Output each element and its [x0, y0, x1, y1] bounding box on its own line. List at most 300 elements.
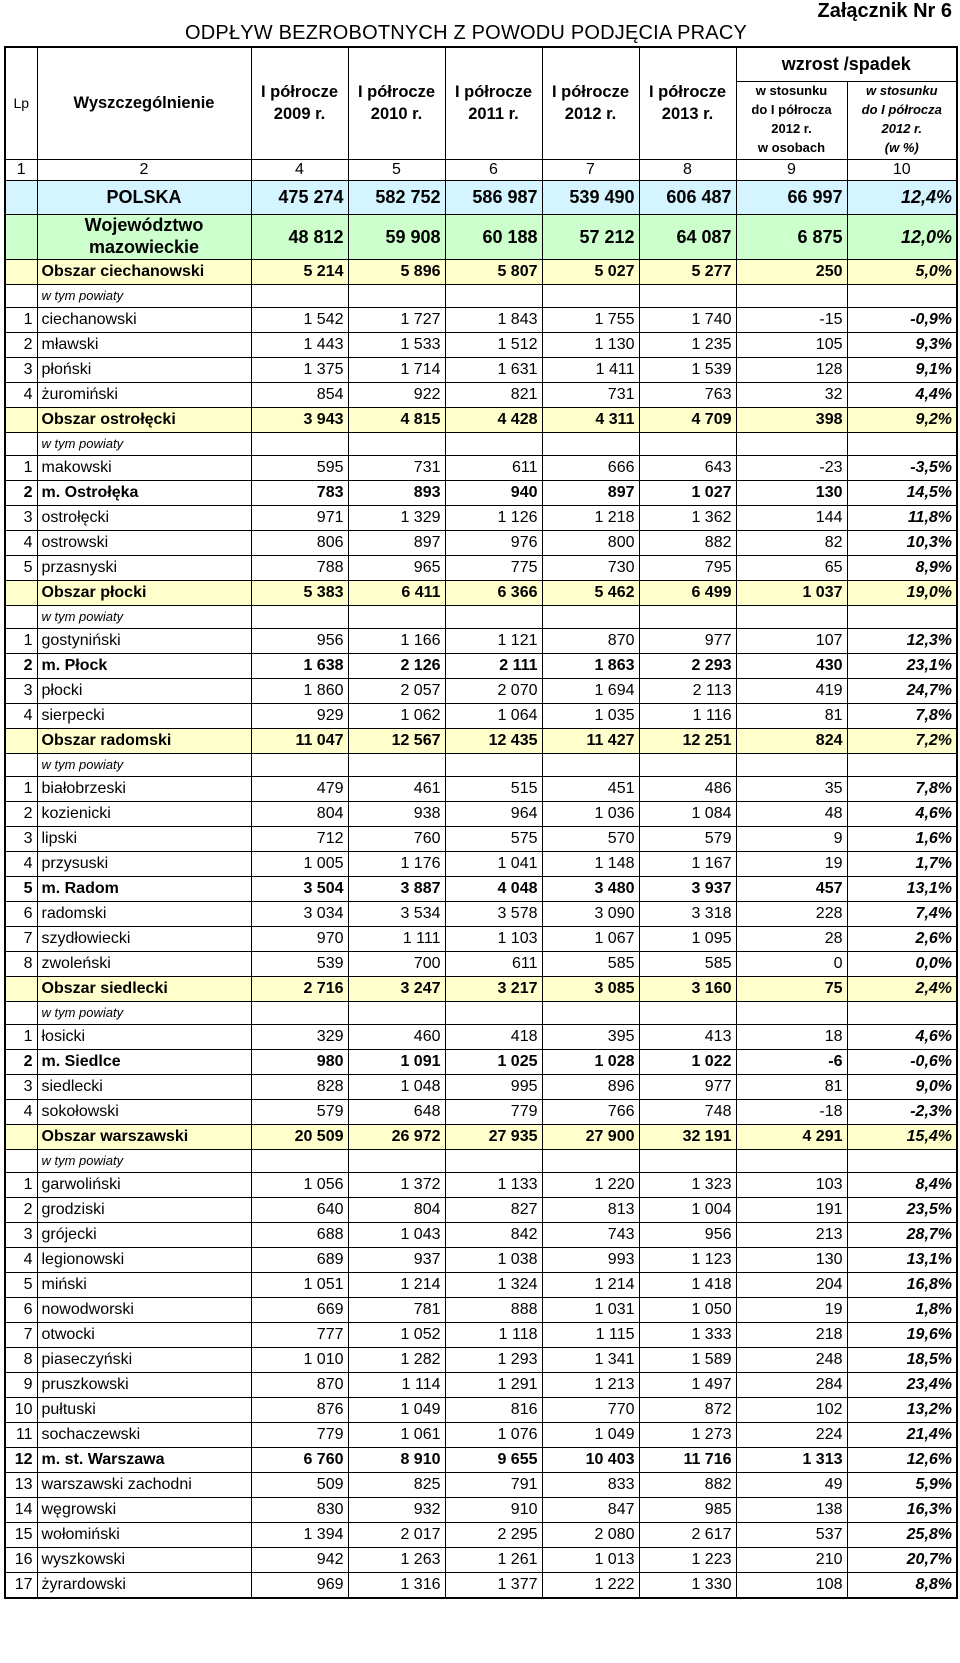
- row-value: 777: [251, 1322, 348, 1347]
- row-value: 575: [445, 826, 542, 851]
- row-value: 1 064: [445, 703, 542, 728]
- row-change-pct: 12,0%: [847, 214, 957, 259]
- row-value: [348, 1149, 445, 1172]
- table-row: [5, 455, 957, 480]
- row-value: 1 050: [639, 1297, 736, 1322]
- row-name: piaseczyński: [37, 1347, 251, 1372]
- row-value: 833: [542, 1472, 639, 1497]
- row-value: [251, 1001, 348, 1024]
- row-name: radomski: [37, 901, 251, 926]
- row-value: 775: [445, 555, 542, 580]
- row-lp: 4: [5, 530, 37, 555]
- row-change-abs: 138: [736, 1497, 847, 1522]
- row-lp: 14: [5, 1497, 37, 1522]
- row-name: płoński: [37, 357, 251, 382]
- row-value: 2 126: [348, 653, 445, 678]
- header-period-2010: I półrocze 2010 r.: [348, 47, 445, 159]
- row-value: 1 176: [348, 851, 445, 876]
- subheader-row: [5, 753, 957, 776]
- row-value: [639, 753, 736, 776]
- row-change-abs: 102: [736, 1397, 847, 1422]
- row-change-pct: [847, 1001, 957, 1024]
- table-row: [5, 1422, 957, 1447]
- row-value: 1 714: [348, 357, 445, 382]
- table-row: [5, 307, 957, 332]
- row-change-abs: 19: [736, 1297, 847, 1322]
- row-name: m. Płock: [37, 653, 251, 678]
- row-change-abs: 32: [736, 382, 847, 407]
- column-number: 4: [251, 159, 348, 180]
- row-lp: 1: [5, 1024, 37, 1049]
- row-value: 1 220: [542, 1172, 639, 1197]
- row-name: szydłowiecki: [37, 926, 251, 951]
- row-change-pct: 7,8%: [847, 776, 957, 801]
- row-value: 1 049: [542, 1422, 639, 1447]
- row-change-pct: 9,2%: [847, 407, 957, 432]
- table-row: [5, 1522, 957, 1547]
- row-name: Obszar ostrołęcki: [37, 407, 251, 432]
- row-lp: [5, 284, 37, 307]
- row-value: 1 214: [348, 1272, 445, 1297]
- row-value: 1 372: [348, 1172, 445, 1197]
- column-number: 9: [736, 159, 847, 180]
- row-value: 1 118: [445, 1322, 542, 1347]
- table-row: [5, 357, 957, 382]
- row-value: 1 103: [445, 926, 542, 951]
- row-name: pułtuski: [37, 1397, 251, 1422]
- row-change-pct: 19,6%: [847, 1322, 957, 1347]
- row-change-pct: 13,1%: [847, 1247, 957, 1272]
- row-lp: [5, 214, 37, 259]
- row-value: 515: [445, 776, 542, 801]
- row-change-abs: 204: [736, 1272, 847, 1297]
- row-value: 971: [251, 505, 348, 530]
- row-value: 1 638: [251, 653, 348, 678]
- table-row: [5, 653, 957, 678]
- column-number: 1: [5, 159, 37, 180]
- column-number: 2: [37, 159, 251, 180]
- row-name: gostyniński: [37, 628, 251, 653]
- row-value: 842: [445, 1222, 542, 1247]
- row-value: 1 130: [542, 332, 639, 357]
- row-change-pct: 1,7%: [847, 851, 957, 876]
- row-value: 1 261: [445, 1547, 542, 1572]
- row-value: 2 293: [639, 653, 736, 678]
- row-value: 1 341: [542, 1347, 639, 1372]
- row-change-pct: 21,4%: [847, 1422, 957, 1447]
- row-value: 1 323: [639, 1172, 736, 1197]
- table-row: [5, 530, 957, 555]
- row-value: 806: [251, 530, 348, 555]
- row-change-abs: 537: [736, 1522, 847, 1547]
- row-value: [348, 753, 445, 776]
- row-value: 1 067: [542, 926, 639, 951]
- row-change-pct: 8,9%: [847, 555, 957, 580]
- row-value: 731: [542, 382, 639, 407]
- table-row: [5, 1547, 957, 1572]
- row-name: mławski: [37, 332, 251, 357]
- row-value: 985: [639, 1497, 736, 1522]
- row-lp: [5, 259, 37, 284]
- row-value: 3 943: [251, 407, 348, 432]
- row-change-pct: 8,4%: [847, 1172, 957, 1197]
- row-value: 585: [639, 951, 736, 976]
- table-row: [5, 332, 957, 357]
- row-lp: [5, 728, 37, 753]
- row-change-abs: 35: [736, 776, 847, 801]
- row-value: 888: [445, 1297, 542, 1322]
- table-row: [5, 951, 957, 976]
- row-value: 1 394: [251, 1522, 348, 1547]
- row-value: 977: [639, 628, 736, 653]
- row-value: 1 860: [251, 678, 348, 703]
- row-change-pct: 7,8%: [847, 703, 957, 728]
- row-value: 2 716: [251, 976, 348, 1001]
- row-value: 643: [639, 455, 736, 480]
- row-value: 479: [251, 776, 348, 801]
- row-change-pct: 4,6%: [847, 1024, 957, 1049]
- row-change-pct: 2,4%: [847, 976, 957, 1001]
- row-change-abs: [736, 605, 847, 628]
- row-value: 579: [251, 1099, 348, 1124]
- row-value: 666: [542, 455, 639, 480]
- row-value: 712: [251, 826, 348, 851]
- table-row: [5, 407, 957, 432]
- row-value: 897: [542, 480, 639, 505]
- row-value: 854: [251, 382, 348, 407]
- row-value: 60 188: [445, 214, 542, 259]
- row-value: 2 017: [348, 1522, 445, 1547]
- table-row: [5, 480, 957, 505]
- table-row: [5, 1297, 957, 1322]
- table-row: [5, 180, 957, 214]
- row-change-abs: 48: [736, 801, 847, 826]
- column-number: 10: [847, 159, 957, 180]
- row-value: 922: [348, 382, 445, 407]
- row-value: 12 435: [445, 728, 542, 753]
- column-number: 7: [542, 159, 639, 180]
- row-name: łosicki: [37, 1024, 251, 1049]
- row-value: 57 212: [542, 214, 639, 259]
- row-value: 460: [348, 1024, 445, 1049]
- row-value: 595: [251, 455, 348, 480]
- row-value: [348, 605, 445, 628]
- row-value: [542, 1149, 639, 1172]
- row-value: 816: [445, 1397, 542, 1422]
- row-name: w tym powiaty: [37, 284, 251, 307]
- row-change-pct: 25,8%: [847, 1522, 957, 1547]
- row-value: 59 908: [348, 214, 445, 259]
- row-value: 1 025: [445, 1049, 542, 1074]
- row-change-pct: -2,3%: [847, 1099, 957, 1124]
- row-change-pct: 4,6%: [847, 801, 957, 826]
- row-lp: 9: [5, 1372, 37, 1397]
- row-value: 1 443: [251, 332, 348, 357]
- row-lp: 4: [5, 382, 37, 407]
- row-change-abs: 19: [736, 851, 847, 876]
- row-name: w tym powiaty: [37, 753, 251, 776]
- row-change-abs: -15: [736, 307, 847, 332]
- table-row: [5, 776, 957, 801]
- row-lp: 2: [5, 653, 37, 678]
- row-change-pct: 23,4%: [847, 1372, 957, 1397]
- row-value: 1 027: [639, 480, 736, 505]
- row-value: 611: [445, 951, 542, 976]
- row-value: 5 277: [639, 259, 736, 284]
- row-change-abs: -6: [736, 1049, 847, 1074]
- row-value: 1 214: [542, 1272, 639, 1297]
- row-value: 870: [542, 628, 639, 653]
- row-change-pct: 7,4%: [847, 901, 957, 926]
- row-value: [639, 605, 736, 628]
- subheader-row: [5, 605, 957, 628]
- row-change-abs: 6 875: [736, 214, 847, 259]
- row-name: sokołowski: [37, 1099, 251, 1124]
- row-lp: 2: [5, 1049, 37, 1074]
- row-value: 3 887: [348, 876, 445, 901]
- row-value: 3 160: [639, 976, 736, 1001]
- row-value: 766: [542, 1099, 639, 1124]
- row-value: 929: [251, 703, 348, 728]
- row-name: warszawski zachodni: [37, 1472, 251, 1497]
- row-value: 5 462: [542, 580, 639, 605]
- row-lp: [5, 1001, 37, 1024]
- row-value: 1 049: [348, 1397, 445, 1422]
- subheader-row: [5, 284, 957, 307]
- row-value: 2 617: [639, 1522, 736, 1547]
- row-value: 6 760: [251, 1447, 348, 1472]
- row-lp: 7: [5, 1322, 37, 1347]
- table-row: [5, 1074, 957, 1099]
- subheader-row: [5, 432, 957, 455]
- row-value: 938: [348, 801, 445, 826]
- row-value: 3 217: [445, 976, 542, 1001]
- row-value: 1 377: [445, 1572, 542, 1598]
- row-value: [542, 284, 639, 307]
- row-value: 783: [251, 480, 348, 505]
- row-value: 451: [542, 776, 639, 801]
- row-value: 1 013: [542, 1547, 639, 1572]
- row-name: m. Siedlce: [37, 1049, 251, 1074]
- row-value: 748: [639, 1099, 736, 1124]
- row-lp: 4: [5, 1099, 37, 1124]
- row-value: 980: [251, 1049, 348, 1074]
- row-change-pct: 5,9%: [847, 1472, 957, 1497]
- row-name: m. Ostrołęka: [37, 480, 251, 505]
- row-value: 418: [445, 1024, 542, 1049]
- row-value: 611: [445, 455, 542, 480]
- row-change-pct: 13,1%: [847, 876, 957, 901]
- row-value: 977: [639, 1074, 736, 1099]
- row-name: garwoliński: [37, 1172, 251, 1197]
- row-change-abs: 28: [736, 926, 847, 951]
- row-lp: 2: [5, 480, 37, 505]
- row-value: 395: [542, 1024, 639, 1049]
- row-value: 1 740: [639, 307, 736, 332]
- row-name: makowski: [37, 455, 251, 480]
- row-lp: [5, 407, 37, 432]
- row-name: POLSKA: [37, 180, 251, 214]
- row-lp: [5, 753, 37, 776]
- row-value: 847: [542, 1497, 639, 1522]
- row-value: 969: [251, 1572, 348, 1598]
- row-value: 1 235: [639, 332, 736, 357]
- row-value: 1 631: [445, 357, 542, 382]
- row-name: wołomiński: [37, 1522, 251, 1547]
- row-change-abs: 250: [736, 259, 847, 284]
- row-change-pct: 1,6%: [847, 826, 957, 851]
- row-value: 586 987: [445, 180, 542, 214]
- row-lp: 2: [5, 332, 37, 357]
- row-lp: 7: [5, 926, 37, 951]
- row-name: otwocki: [37, 1322, 251, 1347]
- row-value: 731: [348, 455, 445, 480]
- row-name: przysuski: [37, 851, 251, 876]
- row-value: 4 311: [542, 407, 639, 432]
- row-value: 5 807: [445, 259, 542, 284]
- row-change-pct: 12,6%: [847, 1447, 957, 1472]
- row-value: 4 428: [445, 407, 542, 432]
- row-value: 3 090: [542, 901, 639, 926]
- row-lp: 3: [5, 357, 37, 382]
- row-value: 770: [542, 1397, 639, 1422]
- row-value: 509: [251, 1472, 348, 1497]
- row-value: 882: [639, 1472, 736, 1497]
- row-value: 1 031: [542, 1297, 639, 1322]
- subheader-row: [5, 1149, 957, 1172]
- row-value: 2 113: [639, 678, 736, 703]
- row-value: 3 534: [348, 901, 445, 926]
- row-lp: 1: [5, 455, 37, 480]
- table-row: [5, 1347, 957, 1372]
- row-value: 1 222: [542, 1572, 639, 1598]
- row-lp: 4: [5, 851, 37, 876]
- header-growth-absolute: w stosunku do I półrocza 2012 r. w osobach: [736, 81, 847, 159]
- row-value: 779: [251, 1422, 348, 1447]
- row-value: 3 085: [542, 976, 639, 1001]
- row-value: 3 480: [542, 876, 639, 901]
- row-value: 1 316: [348, 1572, 445, 1598]
- row-value: [639, 1149, 736, 1172]
- table-row: [5, 1472, 957, 1497]
- row-name: Obszar ciechanowski: [37, 259, 251, 284]
- row-value: [639, 1001, 736, 1024]
- row-change-pct: 1,8%: [847, 1297, 957, 1322]
- header-period-2009: I półrocze 2009 r.: [251, 47, 348, 159]
- table-row: [5, 876, 957, 901]
- row-value: 2 080: [542, 1522, 639, 1547]
- row-name: Obszar siedlecki: [37, 976, 251, 1001]
- row-value: 3 034: [251, 901, 348, 926]
- row-change-abs: 218: [736, 1322, 847, 1347]
- row-name: sochaczewski: [37, 1422, 251, 1447]
- row-change-abs: 419: [736, 678, 847, 703]
- row-change-abs: 1 313: [736, 1447, 847, 1472]
- row-change-abs: 4 291: [736, 1124, 847, 1149]
- row-lp: [5, 976, 37, 1001]
- row-value: [251, 753, 348, 776]
- row-value: 1 043: [348, 1222, 445, 1247]
- row-value: 1 062: [348, 703, 445, 728]
- row-value: 1 123: [639, 1247, 736, 1272]
- row-value: [445, 284, 542, 307]
- table-row: [5, 1024, 957, 1049]
- row-value: 1 418: [639, 1272, 736, 1297]
- row-lp: [5, 580, 37, 605]
- row-value: 1 411: [542, 357, 639, 382]
- row-value: 779: [445, 1099, 542, 1124]
- table-row: [5, 1197, 957, 1222]
- row-value: 791: [445, 1472, 542, 1497]
- row-value: 3 578: [445, 901, 542, 926]
- row-value: [348, 1001, 445, 1024]
- table-row: [5, 1322, 957, 1347]
- row-value: 6 411: [348, 580, 445, 605]
- row-value: 64 087: [639, 214, 736, 259]
- row-value: 9 655: [445, 1447, 542, 1472]
- row-change-pct: [847, 605, 957, 628]
- row-change-pct: 14,5%: [847, 480, 957, 505]
- table-row: [5, 259, 957, 284]
- row-value: [445, 1001, 542, 1024]
- table-row: [5, 801, 957, 826]
- table-row: [5, 678, 957, 703]
- row-value: 763: [639, 382, 736, 407]
- table-row: [5, 580, 957, 605]
- row-value: 11 047: [251, 728, 348, 753]
- row-change-abs: 103: [736, 1172, 847, 1197]
- row-value: 1 755: [542, 307, 639, 332]
- row-value: [251, 432, 348, 455]
- row-lp: [5, 1124, 37, 1149]
- row-value: 1 048: [348, 1074, 445, 1099]
- row-name: ostrowski: [37, 530, 251, 555]
- row-value: 1 121: [445, 628, 542, 653]
- row-lp: 3: [5, 678, 37, 703]
- row-value: 3 247: [348, 976, 445, 1001]
- row-name: ostrołęcki: [37, 505, 251, 530]
- row-value: 20 509: [251, 1124, 348, 1149]
- row-value: [542, 753, 639, 776]
- row-value: [542, 605, 639, 628]
- row-change-pct: 12,4%: [847, 180, 957, 214]
- row-change-pct: 13,2%: [847, 1397, 957, 1422]
- row-value: 1 533: [348, 332, 445, 357]
- row-value: 896: [542, 1074, 639, 1099]
- row-value: 1 218: [542, 505, 639, 530]
- row-value: 11 716: [639, 1447, 736, 1472]
- row-lp: 3: [5, 505, 37, 530]
- header-name: Wyszczególnienie: [37, 47, 251, 159]
- row-value: 6 499: [639, 580, 736, 605]
- row-change-pct: [847, 284, 957, 307]
- row-change-pct: 23,1%: [847, 653, 957, 678]
- row-lp: 1: [5, 776, 37, 801]
- row-value: 893: [348, 480, 445, 505]
- row-value: 2 070: [445, 678, 542, 703]
- row-value: 582 752: [348, 180, 445, 214]
- row-value: 1 116: [639, 703, 736, 728]
- row-value: 32 191: [639, 1124, 736, 1149]
- table-row: [5, 1447, 957, 1472]
- row-lp: 8: [5, 951, 37, 976]
- table-row: [5, 628, 957, 653]
- row-change-pct: -3,5%: [847, 455, 957, 480]
- table-row: [5, 926, 957, 951]
- row-value: 26 972: [348, 1124, 445, 1149]
- row-value: [445, 605, 542, 628]
- row-value: 870: [251, 1372, 348, 1397]
